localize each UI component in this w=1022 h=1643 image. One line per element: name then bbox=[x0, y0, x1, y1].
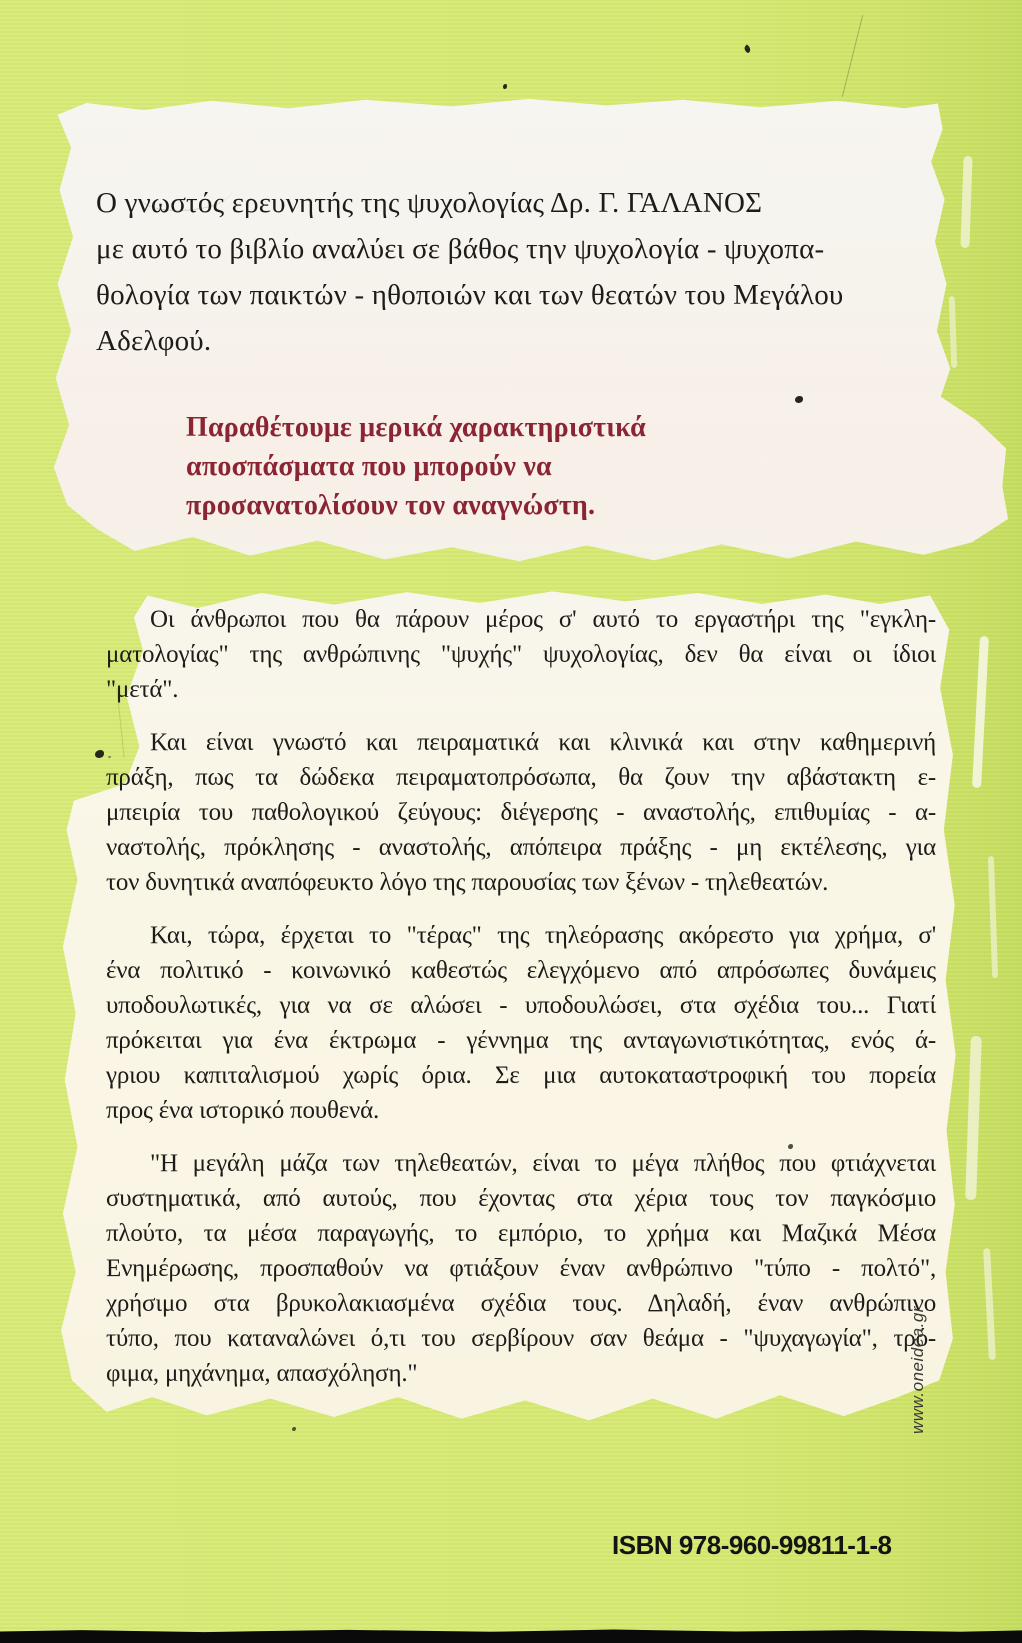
brush-streak bbox=[983, 1248, 996, 1360]
excerpt-line: πλούτο, τα μέσα παραγωγής, το εμπόριο, το χρήμα και Μαζικά Μέσα bbox=[106, 1220, 936, 1247]
excerpt-line: χρήσιμο στα βρυκολακιασμένα σχέδια τους. Δηλαδή, έναν ανθρώπινο bbox=[106, 1290, 936, 1317]
highlight-line: Παραθέτουμε μερικά χαρακτηριστικά bbox=[186, 412, 646, 443]
ink-speck bbox=[743, 44, 752, 53]
excerpt-line: γριου καπιταλισμού χωρίς όρια. Σε μια αυτοκαταστροφική του πορεία bbox=[106, 1062, 936, 1089]
excerpt-line: πρόκειται για ένα έκτρωμα - γέννημα της ανταγωνιστικότητας, ενός ά- bbox=[106, 1027, 936, 1054]
excerpt-line: ναστολής, πρόκλησης - αναστολής, απόπειρα πράξης - μη εκτέλεσης, για bbox=[106, 834, 936, 861]
brush-streak bbox=[949, 296, 958, 368]
excerpt-line: ένα πολιτικό - κοινωνικό καθεστώς ελεγχόμενο από απρόσωπες δυνάμεις bbox=[106, 957, 936, 984]
excerpt-line: Ενημέρωσης, προσπαθούν να φτιάξουν έναν ανθρώπινο "τύπο - πολτό", bbox=[106, 1255, 936, 1282]
isbn-label: ISBN 978-960-99811-1-8 bbox=[612, 1530, 892, 1560]
highlight-line: αποσπάσματα που μπορούν να bbox=[186, 451, 552, 482]
excerpts-section bbox=[106, 602, 936, 1409]
excerpt-line: υποδουλωτικές, για να σε αλώσει - υποδουλώσει, στα σχέδια του... Γιατί bbox=[106, 992, 936, 1019]
intro-line: θολογία των παικτών - ηθοποιών και των θεατών του Μεγάλου bbox=[96, 279, 844, 311]
intro-line: Αδελφού. bbox=[96, 325, 212, 357]
ink-speck bbox=[503, 84, 507, 89]
excerpt-line: "Η μεγάλη μάζα των τηλεθεατών, είναι το μέγα πλήθος που φτιάχνεται bbox=[150, 1150, 936, 1177]
excerpt-line: Και, τώρα, έρχεται το "τέρας" της τηλεόρασης ακόρεστο για χρήμα, σ' bbox=[150, 922, 936, 949]
excerpt-line: "μετά". bbox=[106, 676, 179, 703]
scan-scratch bbox=[842, 15, 863, 97]
excerpt-line: Και είναι γνωστό και πειραματικά και κλινικά και στην καθημερινή bbox=[150, 729, 936, 756]
scan-edge bbox=[0, 1629, 1022, 1643]
brush-streak bbox=[972, 636, 989, 788]
highlight-line: προσανατολίσουν τον αναγνώστη. bbox=[186, 490, 596, 521]
excerpt-line: Οι άνθρωποι που θα πάρουν μέρος σ' αυτό το εργαστήρι της "εγκλη- bbox=[150, 606, 936, 633]
excerpt-paragraph bbox=[106, 725, 936, 900]
excerpt-line: συστηματικά, από αυτούς, που έχοντας στα χέρια τους τον παγκόσμιο bbox=[106, 1185, 936, 1212]
excerpt-paragraph bbox=[106, 1146, 936, 1391]
ink-speck bbox=[292, 1427, 296, 1431]
excerpt-line: ματολογίας" της ανθρώπινης "ψυχής" ψυχολογίας, δεν θα είναι οι ίδιοι bbox=[106, 641, 936, 668]
ink-speck bbox=[95, 750, 104, 758]
excerpt-line: μπειρία του παθολογικού ζεύγους: διέγερσης - αναστολής, επιθυμίας - α- bbox=[106, 799, 936, 826]
excerpt-line: τύπο, που καταναλώνει ό,τι του σερβίρουν σαν θεάμα - "ψυχαγωγία", τρό- bbox=[106, 1325, 936, 1352]
intro-paragraph bbox=[96, 180, 843, 364]
excerpt-line: προς ένα ιστορικό πουθενά. bbox=[106, 1097, 380, 1124]
brush-streak bbox=[988, 856, 998, 978]
excerpt-line: πράξη, πως τα δώδεκα πειραματοπρόσωπα, θα ζουν την αβάστακτη ε- bbox=[106, 764, 936, 791]
publisher-website: www.oneidea.gr bbox=[908, 1306, 927, 1434]
excerpt-line: φιμα, μηχάνημα, απασχόληση." bbox=[106, 1360, 418, 1387]
excerpt-paragraph bbox=[106, 602, 936, 707]
excerpt-line: τον δυνητικά αναπόφευκτο λόγο της παρουσίας των ξένων - τηλεθεατών. bbox=[106, 869, 829, 896]
intro-line: Ο γνωστός ερευνητής της ψυχολογίας Δρ. Γ. ΓΑΛΑΝΟΣ bbox=[96, 187, 763, 219]
brush-streak bbox=[960, 156, 972, 248]
highlight-note bbox=[186, 408, 646, 525]
excerpt-paragraph bbox=[106, 918, 936, 1128]
intro-line: με αυτό το βιβλίο αναλύει σε βάθος την ψυχολογία - ψυχοπα- bbox=[96, 233, 825, 265]
brush-streak bbox=[965, 1036, 982, 1200]
